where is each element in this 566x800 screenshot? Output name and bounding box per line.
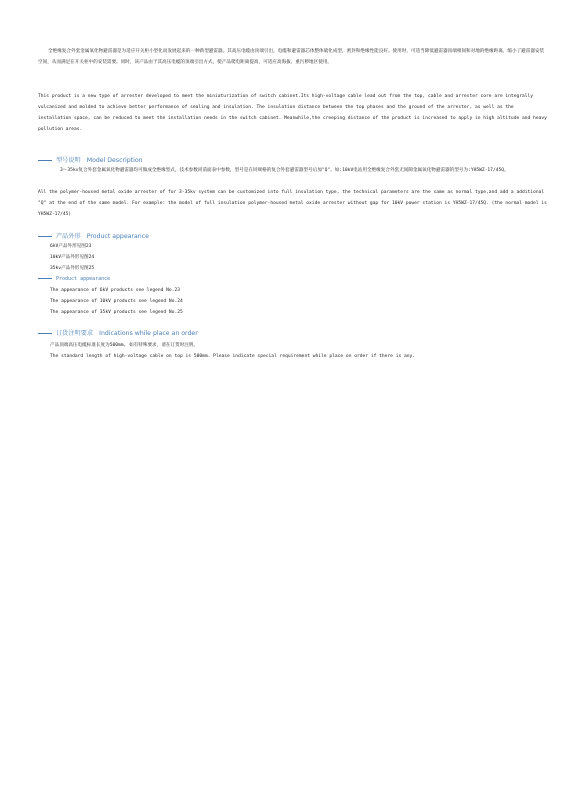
appearance-en-heading-label: Product appearance	[56, 276, 111, 282]
heading-rule	[38, 236, 52, 237]
appearance-en-item: The appearance of 6kV products see legend No.23	[50, 288, 180, 293]
appearance-heading-cn: 产品外形	[56, 233, 81, 240]
appearance-heading-en: Product appearance	[86, 233, 149, 240]
heading-rule	[38, 333, 52, 334]
order-heading-cn: 订货注明要求	[56, 330, 94, 337]
order-heading	[38, 328, 198, 339]
appearance-cn-item: 35kv产品外形见图25	[50, 266, 95, 271]
order-en: The standard length of high-voltage cable on top is 500mm. Please indicate special requirement while place on order if there is any.	[50, 354, 416, 359]
intro-en: This product is a new type of arrester developed to meet the miniaturization of switch cabinet.Its high-voltage cable lead out from the top, cable and arrester core are integrally vulcanized and molded to achieve better performance of sealing and insulation. The insulation distance between the top phases and the ground of the arrester, as well as the installation space, can be reduced to meet the installation needs in the switch cabinet. Meanwhile,the creeping distance of the product is increased to apply in high altitude and heavy pollution areas.	[38, 94, 550, 132]
heading-rule	[38, 160, 52, 161]
appearance-cn-item: 6kV产品外形见图23	[50, 244, 92, 249]
order-cn: 产品顶端高压电缆标准长度为500mm, 如有特殊要求，请在订货时注明。	[50, 343, 198, 348]
appearance-en-item: The appearance of 35kV products see legend No.25	[50, 310, 183, 315]
appearance-en-heading	[38, 274, 110, 285]
intro-cn: 全绝缘复合外套金属氧化物避雷器是为适应开关柜小型化而发展起来的一种新型避雷器。其高压电缆由顶端引出，电缆和避雷器芯体整体硫化成型，密封和绝缘性能良好。使用时，可适当降低避雷器顶端相间和对地的绝缘距离，缩小了避雷器安装空间，从而满足在开关柜中的安装需要。同时，该产品由于其高压电缆的顶端引出方式，使产品爬电距离提高，可适应高海拔、重污秽地区使用。	[38, 49, 545, 65]
heading-rule	[38, 278, 52, 279]
model-heading-en: Model Description	[86, 157, 143, 164]
model-cn: 3～35kv复合外套金属氧化物避雷器均可做成全绝缘型式，技术参数同前面表中参数，型号是在同规格的复合外套避雷器型号后加"Q"。如:10kV电站用全绝缘复合外套无间隙金属氧化物避雷器的型号为:YH5WZ-17/45Q。	[60, 168, 509, 173]
order-heading-en: Indications while place an order	[99, 330, 198, 337]
appearance-en-item: The appearance of 10kV products see legend No.24	[50, 299, 183, 304]
appearance-cn-item: 10kV产品外形见图24	[50, 255, 95, 260]
model-en: All the polymer-housed metal oxide arrester of for 3-35kv system can be customized into full insulation type, the technical parameters are the same as normal type,and add a additional "Q" at the end of the same model. For example: the model of full insulation polymer-housed metal oxide arrester without gap for 10kV power station is YH5WZ-17/45Q. (the normal model is YH5WZ-17/45)	[38, 190, 550, 217]
model-heading-cn: 型号说明	[56, 157, 81, 164]
